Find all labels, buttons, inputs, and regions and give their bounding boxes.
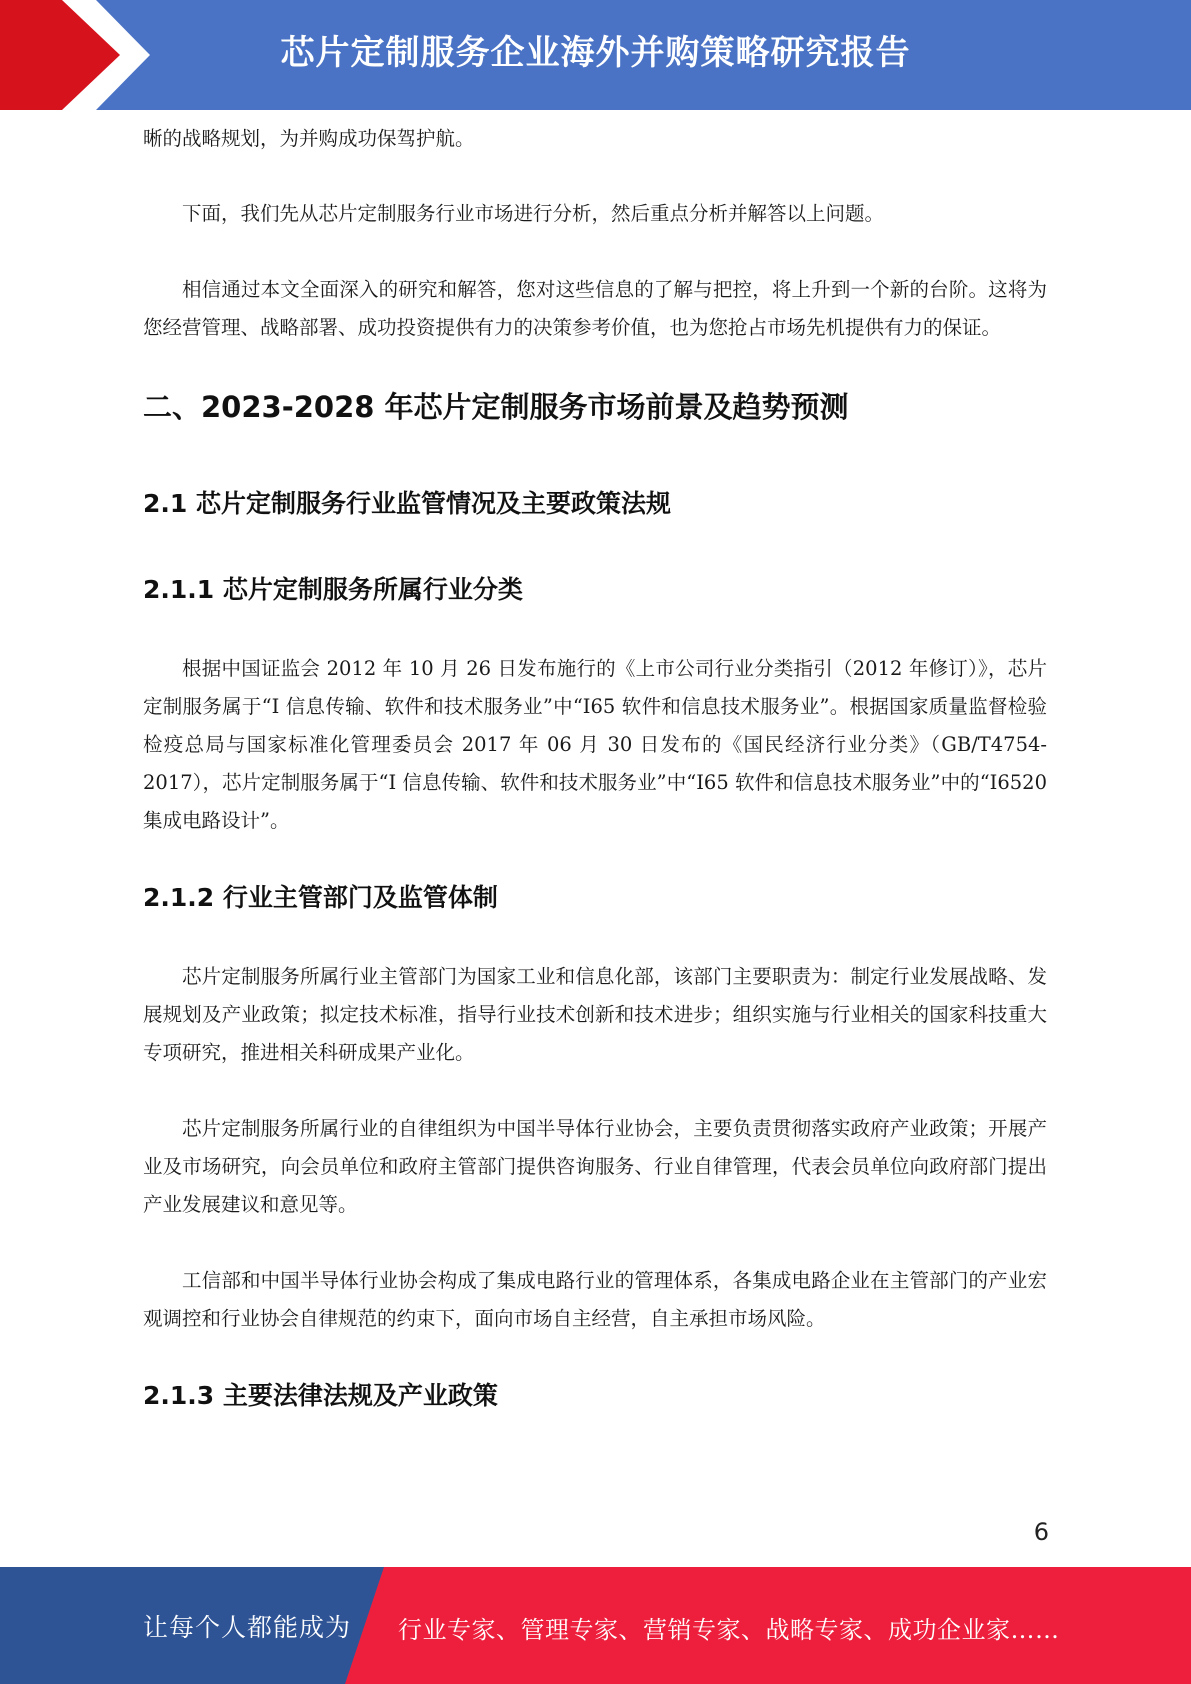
paragraph-intro: 下面，我们先从芯片定制服务行业市场进行分析，然后重点分析并解答以上问题。 [182,202,885,225]
page-number: 6 [1033,1518,1049,1546]
page-footer [0,1567,1191,1684]
section-heading: 二、2023-2028 年芯片定制服务市场前景及趋势预测 [143,390,849,424]
subsection-heading-2-1-1: 2.1.1 芯片定制服务所属行业分类 [143,575,523,604]
document-body [143,120,1047,1456]
paragraph-self-regulation: 芯片定制服务所属行业的自律组织为中国半导体行业协会，主要负责贯彻落实政府产业政策；开展产业及市场研究，向会员单位和政府主管部门提供咨询服务、行业自律管理，代表会员单位向政府部门提出产业发展建议和意见等。 [143,1117,1047,1216]
footer-slogan-left: 让每个人都能成为 [143,1613,352,1642]
paragraph-value: 相信通过本文全面深入的研究和解答，您对这些信息的了解与把控，将上升到一个新的台阶。这将为您经营管理、战略部署、成功投资提供有力的决策参考价值，也为您抢占市场先机提供有力的保证。 [143,278,1047,339]
paragraph-management-system: 工信部和中国半导体行业协会构成了集成电路行业的管理体系，各集成电路企业在主管部门的产业宏观调控和行业协会自律规范的约束下，面向市场自主经营，自主承担市场风险。 [143,1269,1047,1330]
report-title: 芯片定制服务企业海外并购策略研究报告 [280,33,911,73]
subsection-heading-2-1-3: 2.1.3 主要法律法规及产业政策 [143,1381,498,1410]
subsection-heading-2-1: 2.1 芯片定制服务行业监管情况及主要政策法规 [143,489,671,518]
header-chevron-decoration [0,0,170,110]
page-header [0,0,1191,110]
paragraph-industry-classification: 根据中国证监会 2012 年 10 月 26 日发布施行的《上市公司行业分类指引（2012 年修订）》，芯片定制服务属于“I 信息传输、软件和技术服务业”中“I65 软件和信息技术服务业”。根据国家质量监督检验检疫总局与国家标准化管理委员会 2017 年 06 月 30 日发布的《国民经济行业分类》（GB/T4754-2017），芯片定制服务属于“I 信息传输、软件和技术服务业”中“I65 软件和信息技术服务业”中的“I6520 集成电路设计”。 [143,657,1047,832]
paragraph-authority: 芯片定制服务所属行业主管部门为国家工业和信息化部，该部门主要职责为：制定行业发展战略、发展规划及产业政策；拟定技术标准，指导行业技术创新和技术进步；组织实施与行业相关的国家科技重大专项研究，推进相关科研成果产业化。 [143,965,1047,1064]
subsection-heading-2-1-2: 2.1.2 行业主管部门及监管体制 [143,883,498,912]
footer-slogan-right: 行业专家、管理专家、营销专家、战略专家、成功企业家…… [398,1616,1060,1644]
paragraph-continuation: 晰的战略规划，为并购成功保驾护航。 [143,127,475,150]
